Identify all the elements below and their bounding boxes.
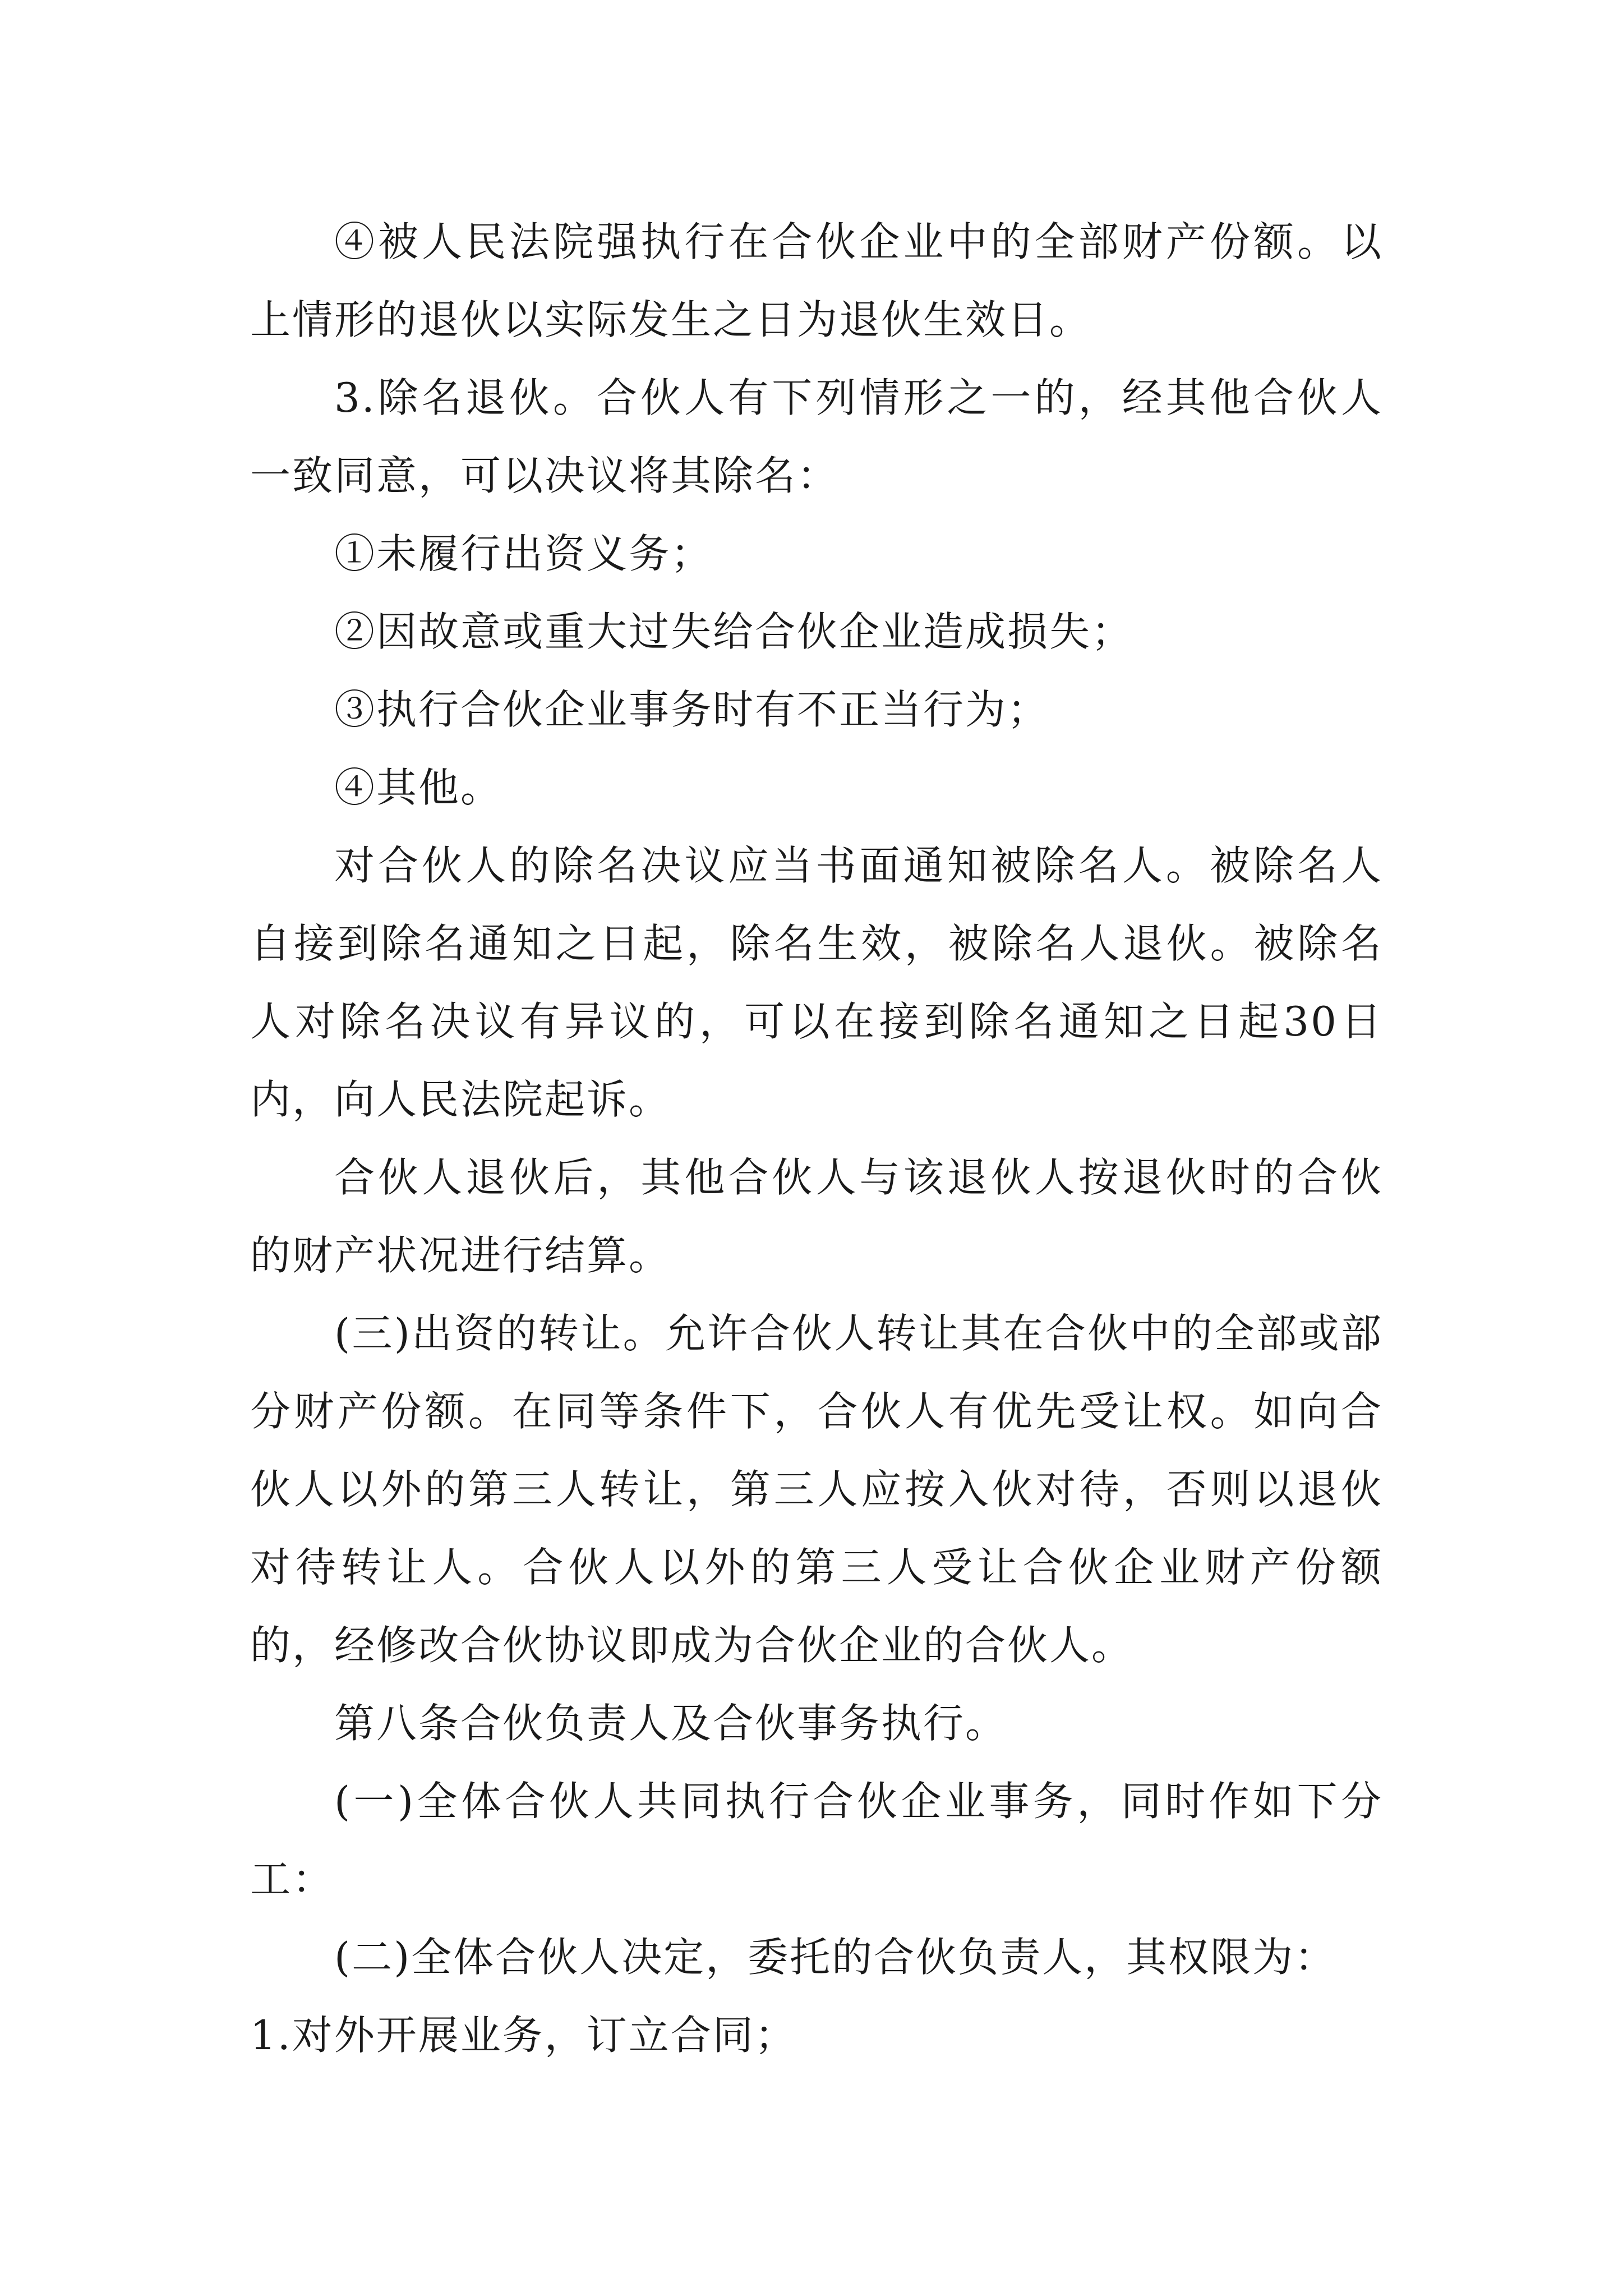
paragraph: (三)出资的转让。允许合伙人转让其在合伙中的全部或部分财产份额。在同等条件下，合伙人有优先受让权。如向合伙人以外的第三人转让，第三人应按入伙对待，否则以退伙对待转让人。合伙人以外的第三人受让合伙企业财产份额的，经修改合伙协议即成为合伙企业的合伙人。 xyxy=(250,1310,1383,1669)
paragraph: ④被人民法院强执行在合伙企业中的全部财产份额。以上情形的退伙以实际发生之日为退伙生效日。 xyxy=(250,218,1383,343)
paragraph: (二)全体合伙人决定，委托的合伙负责人，其权限为： xyxy=(334,1934,1337,1981)
paragraph: 对合伙人的除名决议应当书面通知被除名人。被除名人自接到除名通知之日起，除名生效，被除名人退伙。被除名人对除名决议有异议的，可以在接到除名通知之日起30日内，向人民法院起诉。 xyxy=(250,842,1383,1123)
list-item: 1.对外开展业务，订立合同； xyxy=(250,2012,797,2059)
document-body xyxy=(250,203,1383,2074)
paragraph: 3.除名退伙。合伙人有下列情形之一的，经其他合伙人一致同意，可以决议将其除名： xyxy=(250,374,1383,499)
paragraph: (一)全体合伙人共同执行合伙企业事务，同时作如下分工： xyxy=(250,1778,1383,1903)
list-item: ③执行合伙企业事务时有不正当行为； xyxy=(334,686,1050,733)
list-item: ②因故意或重大过失给合伙企业造成损失； xyxy=(334,608,1134,655)
list-item: ①未履行出资义务； xyxy=(334,530,713,577)
section-heading: 第八条合伙负责人及合伙事务执行。 xyxy=(334,1700,1008,1747)
list-item: ④其他。 xyxy=(334,764,503,811)
paragraph: 合伙人退伙后，其他合伙人与该退伙人按退伙时的合伙的财产状况进行结算。 xyxy=(250,1154,1383,1279)
